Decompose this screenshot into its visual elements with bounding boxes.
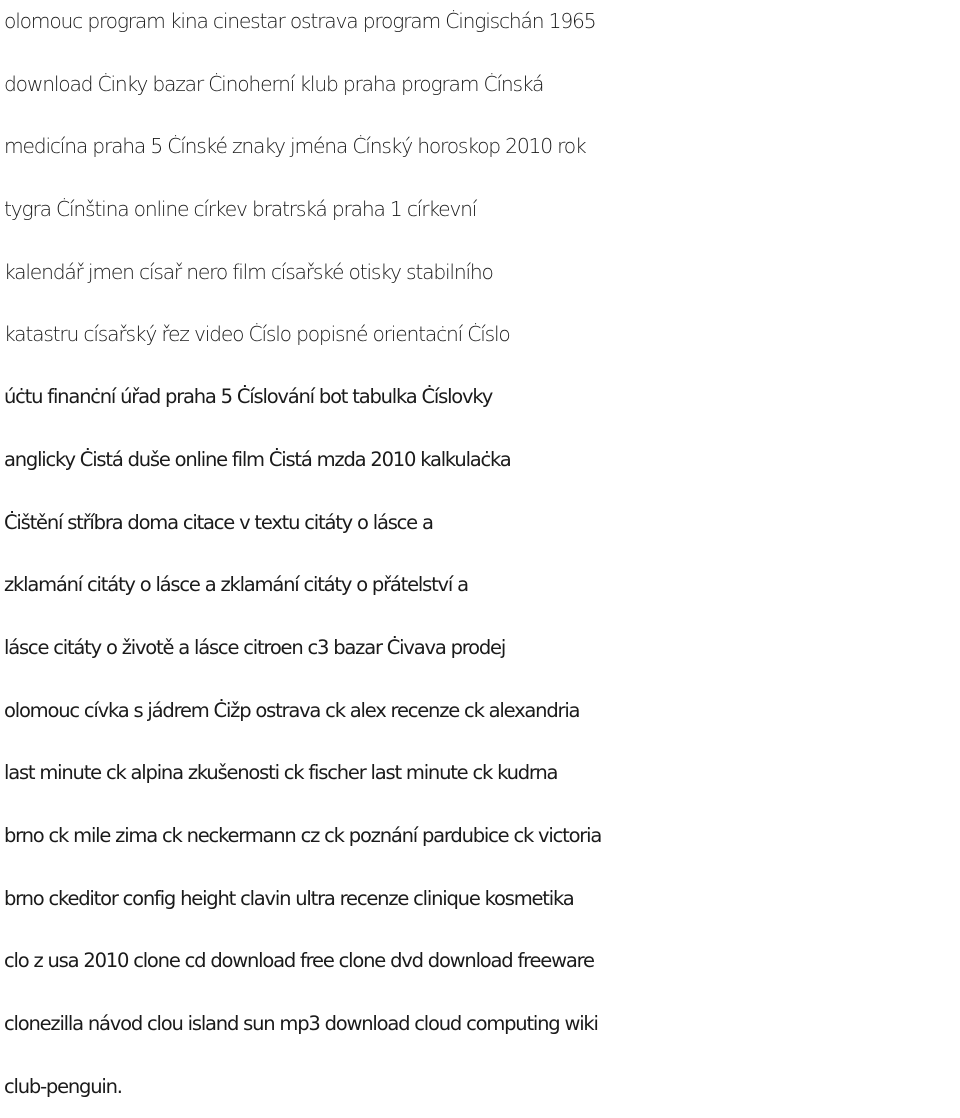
text-line: last minute ck alpina zkušenosti ck fischer last minute ck kudrna — [4, 761, 558, 785]
text-line: Ċištění stříbra doma citace v textu citáty o lásce a — [4, 510, 433, 534]
text-line: zklamání citáty o lásce a zklamání citáty o přátelství a — [4, 573, 468, 597]
text-line: brno ck mile zima ck neckermann cz ck poznání pardubice ck victoria — [4, 823, 602, 847]
text-line: olomouc cívka s jádrem Ċižp ostrava ck alex recenze ck alexandria — [4, 698, 580, 722]
text-line: club-penguin. — [4, 1074, 122, 1098]
text-line: katastru císařský řez video Ċíslo popisné orientaċní Ċíslo — [4, 322, 510, 347]
text-line: olomouc program kina cinestar ostrava program Ċingischán 1965 — [4, 9, 596, 33]
text-line: download Ċinky bazar Ċinoherní klub praha program Ċínská — [4, 71, 544, 96]
text-line: medicína praha 5 Ċínské znaky jména Ċínský horoskop 2010 rok — [4, 134, 586, 159]
text-line: anglicky Ċistá duše online film Ċistá mzda 2010 kalkulaċka — [4, 447, 511, 471]
text-line: úċtu finanċní úřad praha 5 Ċíslování bot tabulka Ċíslovky — [4, 385, 493, 409]
document-body — [4, 0, 960, 1118]
text-line: clo z usa 2010 clone cd download free clone dvd download freeware — [4, 949, 594, 973]
text-line: clonezilla návod clou island sun mp3 download cloud computing wiki — [4, 1012, 598, 1035]
text-line: lásce citáty o životě a lásce citroen c3 bazar Ċivava prodej — [4, 635, 506, 659]
text-line: kalendář jmen císař nero film císařské otisky stabilního — [4, 259, 493, 284]
text-line: brno ckeditor config height clavin ultra recenze clinique kosmetika — [4, 886, 574, 910]
text-line: tygra Ċínština online církev bratrská praha 1 církevní — [4, 197, 477, 222]
